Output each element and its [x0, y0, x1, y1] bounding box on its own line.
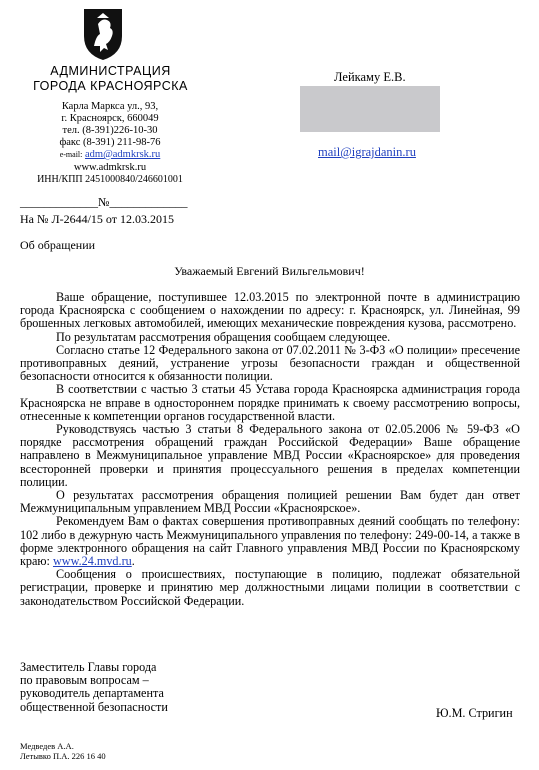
org-name-line2: ГОРОДА КРАСНОЯРСКА — [33, 79, 188, 93]
signatory-name: Ю.М. Стригин — [436, 706, 513, 720]
email-line — [40, 149, 180, 161]
executor-line: Медведев А.А. — [20, 741, 74, 751]
paragraph: По результатам рассмотрения обращения сообщаем следующее. — [56, 329, 391, 344]
recipient-name: Лейкаму Е.В. — [334, 70, 406, 84]
phone-line: тел. (8-391)226-10-30 — [62, 125, 158, 136]
signatory-line: по правовым вопросам – — [20, 673, 149, 688]
paragraph: Руководствуясь частью 3 статьи 8 Федерального закона от 02.05.2006 № 59-ФЗ «О порядке рассмотрения обращений граждан Российской Федерации» Ваше обращение направлено в Межмуниципальное управление МВД России «Красноярское» для проведения всесторонней проверки и принятия процессуального решения в пределах компетенции полиции. — [20, 422, 520, 489]
signatory-line: Заместитель Главы города — [20, 660, 157, 674]
email-link[interactable]: adm@admkrsk.ru — [85, 149, 161, 160]
executor-line: Летывко П.А. 226 16 40 — [20, 751, 106, 761]
signatory-line: руководитель департамента — [20, 686, 164, 701]
salutation: Уважаемый Евгений Вильгельмович! — [174, 264, 365, 278]
website-link[interactable]: www.admkrsk.ru — [73, 162, 147, 173]
address-line: Карла Маркса ул., 93, — [61, 101, 159, 112]
paragraph: В соответствии с частью 3 статьи 45 Устава города Красноярска администрация города Красноярска не вправе в одностороннем порядке принимать к своему рассмотрению вопросы, отнесенные к компетенции органов государственной власти. — [20, 382, 520, 423]
letter-body — [20, 291, 520, 608]
signatory-title — [20, 661, 168, 714]
address-line: г. Красноярск, 660049 — [61, 113, 159, 124]
email-label: e-mail: — [59, 150, 83, 159]
paragraph: Согласно статье 12 Федерального закона от 07.02.2011 № 3-ФЗ «О полиции» пресечение противоправных деяний, устранение угрозы безопасности граждан и общественной безопасности относится к обязанности полиции. — [20, 342, 520, 384]
redacted-block — [300, 86, 440, 132]
paragraph: О результатах рассмотрения обращения полицией решении Вам будет дан ответ Межмуниципальным управлением МВД России «Красноярское». — [20, 488, 520, 516]
signatory-line: общественной безопасности — [20, 699, 168, 714]
fax-line: факс (8-391) 211-98-76 — [59, 137, 161, 148]
paragraph: Сообщения о происшествиях, поступающие в полицию, подлежат обязательной регистрации, проверке и принятию мер должностными лицами полиции в соответствии с законодательством Российской Федерации. — [20, 567, 520, 608]
mvd-site-link[interactable]: www.24.mvd.ru — [52, 554, 132, 569]
paragraph-text: Рекомендуем Вам о фактах совершения противоправных деяний сообщать по телефону: 102 либо в дежурную часть Межмуниципального управления по телефону: 249-00-14, а также в форме электронного обращения на сайт Главного управления МВД России по Красноярскому краю: — [20, 514, 520, 569]
paragraph-with-link: Рекомендуем Вам о фактах совершения противоправных деяний сообщать по телефону: 102 либо в дежурную часть Межмуниципального управления по телефону: 249-00-14, а также в форме электронного обращения на сайт Главного управления МВД России по Красноярскому краю: www.24.mvd.ru. — [20, 514, 520, 569]
outgoing-number: _____________№_____________ — [20, 195, 188, 209]
paragraph: Ваше обращение, поступившее 12.03.2015 по электронной почте в администрацию города Красноярска с сообщением о нахождении по адресу: г. Красноярск, ул. Линейная, 99 брошенных легковых автомобилей, имеющих механические повреждения кузова, рассмотрено. — [20, 290, 520, 331]
recipient-email[interactable]: mail@igrajdanin.ru — [318, 145, 416, 159]
inn-line: ИНН/КПП 2451000840/246601001 — [37, 174, 183, 185]
reply-reference: На № Л-2644/15 от 12.03.2015 — [20, 212, 174, 226]
coat-of-arms-icon — [80, 6, 126, 62]
subject: Об обращении — [20, 238, 96, 252]
org-name-line1: АДМИНИСТРАЦИЯ — [50, 64, 171, 78]
